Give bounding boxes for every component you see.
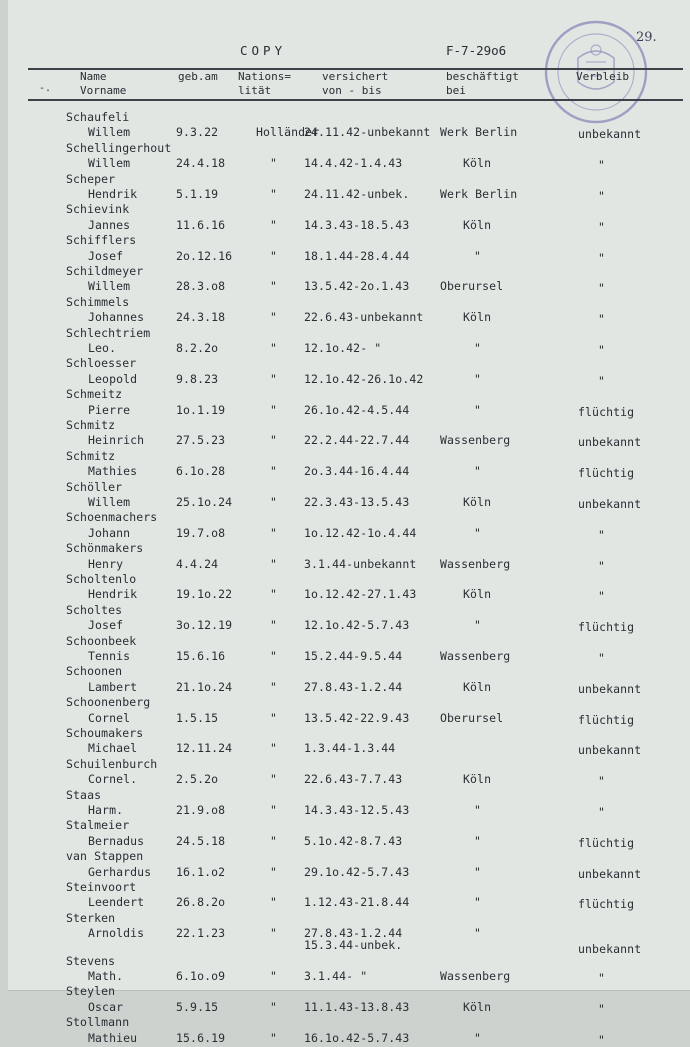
employer-text: Köln	[463, 310, 492, 325]
header-born: geb.am	[178, 70, 218, 83]
nationality-text: "	[270, 525, 278, 540]
employer-text: Wassenberg	[440, 649, 511, 663]
employer-text: "	[474, 402, 482, 417]
employer-text: Köln	[463, 156, 492, 171]
nationality-text: "	[270, 156, 278, 171]
insured-period-text: 14.4.42-1.4.43	[304, 156, 403, 171]
first-name-text: Hendrik	[88, 587, 138, 602]
surname-text: Schoonenberg	[66, 695, 151, 710]
nationality-text: "	[270, 741, 278, 756]
surname-text: Schlechtriem	[66, 325, 151, 340]
first-name-text: Heinrich	[88, 433, 145, 448]
document-page	[8, 0, 690, 1047]
nationality-text: "	[270, 341, 278, 355]
whereabouts-text: "	[598, 189, 606, 203]
reference-number: F-7-29o6	[446, 43, 507, 58]
insured-period-text: 14.3.43-12.5.43	[304, 803, 410, 817]
birth-date-text: 12.11.24	[176, 741, 233, 756]
copy-label: COPY	[240, 43, 287, 58]
insured-period-text: 22.6.43-7.7.43	[304, 772, 403, 787]
birth-date-text: 25.1o.24	[176, 495, 233, 509]
surname-text: Schöller	[66, 479, 123, 494]
first-name-text: Mathieu	[88, 1030, 138, 1045]
whereabouts-text: unbekannt	[578, 866, 642, 881]
birth-date-text: 5.9.15	[176, 999, 219, 1014]
insured-period-text: 29.1o.42-5.7.43	[304, 864, 410, 879]
surname-text: Schoenmachers	[66, 510, 158, 525]
employer-text: "	[474, 895, 482, 910]
first-name-text: Bernadus	[88, 833, 145, 848]
header-insured: versichert von - bis	[322, 70, 389, 97]
employer-text: Werk Berlin	[440, 187, 518, 201]
employer-text: Wassenberg	[440, 556, 511, 571]
nationality-text: "	[270, 710, 278, 725]
margin-mark: -.	[39, 83, 52, 94]
whereabouts-text: "	[598, 219, 606, 234]
whereabouts-text: flüchtig	[578, 404, 635, 419]
surname-text: Schmitz	[66, 418, 116, 432]
first-name-text: Math.	[88, 969, 124, 983]
nationality-text: "	[270, 999, 278, 1014]
birth-date-text: 6.1o.28	[176, 464, 226, 479]
whereabouts-text: "	[598, 527, 606, 542]
first-name-text: Pierre	[88, 402, 131, 417]
insured-period-text: 3.1.44- "	[304, 969, 368, 983]
insured-period-text: 16.1o.42-5.7.43	[304, 1030, 410, 1045]
whereabouts-text: flüchtig	[578, 712, 635, 727]
insured-period-text: 27.8.43-1.2.44	[304, 679, 403, 694]
nationality-text: "	[270, 895, 278, 910]
surname-text: Schaufeli	[66, 110, 130, 124]
first-name-text: Leopold	[88, 371, 138, 386]
first-name-text: Hendrik	[88, 187, 138, 201]
surname-text: Schifflers	[66, 233, 137, 248]
nationality-text: "	[270, 772, 278, 787]
whereabouts-text: "	[598, 589, 606, 604]
whereabouts-text: unbekannt	[578, 942, 642, 957]
employer-text: Oberursel	[440, 710, 504, 725]
surname-text: Stevens	[66, 953, 116, 968]
first-name-text: Josef	[88, 618, 124, 633]
whereabouts-text: unbekannt	[578, 497, 642, 511]
first-name-text: Michael	[88, 741, 138, 756]
header-nationality: Nations= lität	[238, 70, 291, 97]
insured-period-text: 13.5.42-22.9.43	[304, 710, 410, 725]
birth-date-text: 4.4.24	[176, 556, 219, 571]
employer-text: "	[474, 341, 482, 355]
first-name-text: Cornel	[88, 710, 131, 725]
birth-date-text: 5.1.19	[176, 187, 219, 201]
surname-text: Schoumakers	[66, 726, 144, 740]
nationality-text: "	[270, 864, 278, 879]
employer-text: Köln	[463, 587, 492, 602]
birth-date-text: 24.5.18	[176, 833, 226, 848]
employer-text: "	[474, 864, 482, 879]
insured-period-text: 2o.3.44-16.4.44	[304, 464, 410, 479]
surname-text: Schönmakers	[66, 541, 144, 556]
nationality-text: "	[270, 926, 278, 941]
nationality-text: "	[270, 587, 278, 602]
whereabouts-text: flüchtig	[578, 620, 635, 635]
insured-period-text: 22.2.44-22.7.44	[304, 433, 410, 448]
nationality-text: "	[270, 310, 278, 325]
birth-date-text: 22.1.23	[176, 926, 226, 941]
birth-date-text: 3o.12.19	[176, 618, 233, 633]
employer-text: "	[474, 248, 482, 263]
employer-text: "	[474, 833, 482, 848]
surname-text: Steinvoort	[66, 880, 137, 894]
insured-period-text: 12.1o.42- "	[304, 341, 382, 355]
birth-date-text: 1.5.15	[176, 710, 219, 725]
surname-text: Schimmels	[66, 294, 130, 309]
insured-period-text: 5.1o.42-8.7.43	[304, 833, 403, 848]
first-name-text: Oscar	[88, 999, 124, 1014]
first-name-text: Willem	[88, 125, 131, 140]
insured-period-text: 11.1.43-13.8.43	[304, 999, 410, 1014]
first-name-text: Harm.	[88, 803, 124, 817]
birth-date-text: 1o.1.19	[176, 402, 226, 417]
nationality-text: "	[270, 279, 278, 294]
insured-period-text: 15.2.44-9.5.44	[304, 649, 403, 663]
surname-text: Scholtes	[66, 602, 123, 617]
nationality-text: Holländer	[256, 125, 320, 140]
employer-text: Wassenberg	[440, 433, 511, 448]
whereabouts-text: "	[598, 1001, 606, 1016]
whereabouts-text: "	[598, 558, 606, 573]
whereabouts-text: "	[598, 281, 606, 296]
employer-text: "	[474, 464, 482, 479]
nationality-text: "	[270, 833, 278, 848]
surname-text: van Stappen	[66, 849, 144, 864]
header-bottom-rule	[28, 99, 683, 101]
surname-text: Stalmeier	[66, 818, 130, 833]
nationality-text: "	[270, 679, 278, 694]
first-name-text: Josef	[88, 248, 124, 263]
insured-period-text: 22.6.43-unbekannt	[304, 310, 424, 325]
whereabouts-text: "	[598, 158, 606, 173]
surname-text: Schoonen	[66, 664, 123, 679]
nationality-text: "	[270, 803, 278, 817]
surname-text: Schuilenburch	[66, 756, 158, 771]
nationality-text: "	[270, 402, 278, 417]
employer-text: "	[474, 371, 482, 386]
insured-period-text: 1.12.43-21.8.44	[304, 895, 410, 910]
employer-text: Köln	[463, 217, 492, 232]
whereabouts-text: "	[598, 250, 606, 265]
insured-period-text: 12.1o.42-26.1o.42	[304, 371, 424, 386]
surname-text: Schievink	[66, 202, 130, 217]
insured-period-text: 3.1.44-unbekannt	[304, 556, 417, 571]
nationality-text: "	[270, 371, 278, 386]
birth-date-text: 19.1o.22	[176, 587, 233, 602]
surname-text: Sterken	[66, 910, 116, 925]
nationality-text: "	[270, 649, 278, 663]
employer-text: "	[474, 1030, 482, 1045]
insured-period-text: 1o.12.42-27.1.43	[304, 587, 417, 602]
employer-text: "	[474, 618, 482, 633]
birth-date-text: 27.5.23	[176, 433, 226, 448]
first-name-text: Leendert	[88, 895, 145, 910]
birth-date-text: 15.6.16	[176, 649, 226, 663]
whereabouts-text: "	[598, 1032, 606, 1047]
first-name-text: Cornel.	[88, 772, 138, 787]
whereabouts-text: unbekannt	[578, 681, 642, 696]
whereabouts-text: "	[598, 805, 606, 819]
birth-date-text: 19.7.o8	[176, 525, 226, 540]
birth-date-text: 6.1o.o9	[176, 969, 226, 983]
birth-date-text: 9.3.22	[176, 125, 219, 140]
first-name-text: Johann	[88, 525, 131, 540]
birth-date-text: 2o.12.16	[176, 248, 233, 263]
birth-date-text: 2.5.2o	[176, 772, 219, 787]
surname-text: Schoonbeek	[66, 633, 137, 648]
header-employed: beschäftigt bei	[446, 70, 519, 97]
employer-text: Köln	[463, 772, 492, 787]
surname-text: Schildmeyer	[66, 264, 144, 278]
employer-text: Wassenberg	[440, 969, 511, 983]
surname-text: Scheper	[66, 171, 116, 186]
whereabouts-text: unbekannt	[578, 127, 642, 142]
birth-date-text: 21.1o.24	[176, 679, 233, 694]
birth-date-text: 11.6.16	[176, 217, 226, 232]
employer-text: Köln	[463, 999, 492, 1014]
birth-date-text: 16.1.o2	[176, 864, 226, 879]
nationality-text: "	[270, 187, 278, 201]
first-name-text: Gerhardus	[88, 864, 152, 879]
insured-period-text: 14.3.43-18.5.43	[304, 217, 410, 232]
nationality-text: "	[270, 433, 278, 448]
first-name-text: Willem	[88, 156, 131, 171]
insured-period-text: 13.5.42-2o.1.43	[304, 279, 410, 294]
employer-text: Köln	[463, 679, 492, 694]
surname-text: Steylen	[66, 984, 116, 999]
first-name-text: Johannes	[88, 310, 145, 325]
nationality-text: "	[270, 618, 278, 633]
employer-text: "	[474, 525, 482, 540]
insured-period-text: 26.1o.42-4.5.44	[304, 402, 410, 417]
whereabouts-text: "	[598, 312, 606, 327]
insured-period-text: 12.1o.42-5.7.43	[304, 618, 410, 633]
insured-period-text: 1o.12.42-1o.4.44	[304, 525, 417, 540]
whereabouts-text: unbekannt	[578, 435, 642, 450]
first-name-text: Lambert	[88, 679, 138, 694]
whereabouts-text: flüchtig	[578, 835, 635, 850]
first-name-text: Arnoldis	[88, 926, 145, 941]
whereabouts-text: flüchtig	[578, 897, 635, 912]
whereabouts-text: "	[598, 373, 606, 388]
surname-text: Stollmann	[66, 1015, 130, 1030]
surname-text: Schmeitz	[66, 387, 123, 402]
nationality-text: "	[270, 217, 278, 232]
first-name-text: Willem	[88, 279, 131, 294]
surname-text: Schmitz	[66, 448, 116, 463]
page-number: 29.	[636, 30, 657, 45]
birth-date-text: 26.8.2o	[176, 895, 226, 910]
birth-date-text: 21.9.o8	[176, 803, 226, 817]
insured-period-text: 22.3.43-13.5.43	[304, 495, 410, 509]
nationality-text: "	[270, 495, 278, 509]
birth-date-text: 28.3.o8	[176, 279, 226, 294]
employer-text: Köln	[463, 495, 492, 509]
insured-period-text: 18.1.44-28.4.44	[304, 248, 410, 263]
nationality-text: "	[270, 464, 278, 479]
insured-period-text: 15.3.44-unbek.	[304, 938, 403, 953]
insured-period-text: 27.8.43-1.2.44	[304, 926, 403, 941]
nationality-text: "	[270, 556, 278, 571]
whereabouts-text: flüchtig	[578, 466, 635, 481]
first-name-text: Willem	[88, 495, 131, 509]
birth-date-text: 8.2.2o	[176, 341, 219, 355]
surname-text: Schloesser	[66, 356, 137, 371]
surname-text: Staas	[66, 787, 102, 802]
whereabouts-text: "	[598, 971, 606, 985]
first-name-text: Henry	[88, 556, 124, 571]
employer-text: "	[474, 803, 482, 817]
nationality-text: "	[270, 248, 278, 263]
birth-date-text: 24.4.18	[176, 156, 226, 171]
birth-date-text: 9.8.23	[176, 371, 219, 386]
insured-period-text: 24.11.42-unbek.	[304, 187, 410, 201]
employer-text: "	[474, 926, 482, 941]
birth-date-text: 24.3.18	[176, 310, 226, 325]
whereabouts-text: "	[598, 343, 606, 357]
whereabouts-text: unbekannt	[578, 743, 642, 758]
insured-period-text: 1.3.44-1.3.44	[304, 741, 396, 756]
surname-text: Schellingerhout	[66, 140, 172, 155]
employer-text: Werk Berlin	[440, 125, 518, 140]
first-name-text: Jannes	[88, 217, 131, 232]
nationality-text: "	[270, 1030, 278, 1045]
whereabouts-text: "	[598, 774, 606, 789]
header-whereabouts: Verbleib	[576, 70, 629, 83]
birth-date-text: 15.6.19	[176, 1030, 226, 1045]
nationality-text: "	[270, 969, 278, 983]
surname-text: Scholtenlo	[66, 572, 137, 586]
first-name-text: Tennis	[88, 649, 131, 663]
whereabouts-text: "	[598, 651, 606, 665]
employer-text: Oberursel	[440, 279, 504, 294]
first-name-text: Mathies	[88, 464, 138, 479]
header-name: Name Vorname	[80, 70, 127, 97]
first-name-text: Leo.	[88, 341, 117, 355]
insured-period-text: 24.11.42-unbekannt	[304, 125, 431, 140]
